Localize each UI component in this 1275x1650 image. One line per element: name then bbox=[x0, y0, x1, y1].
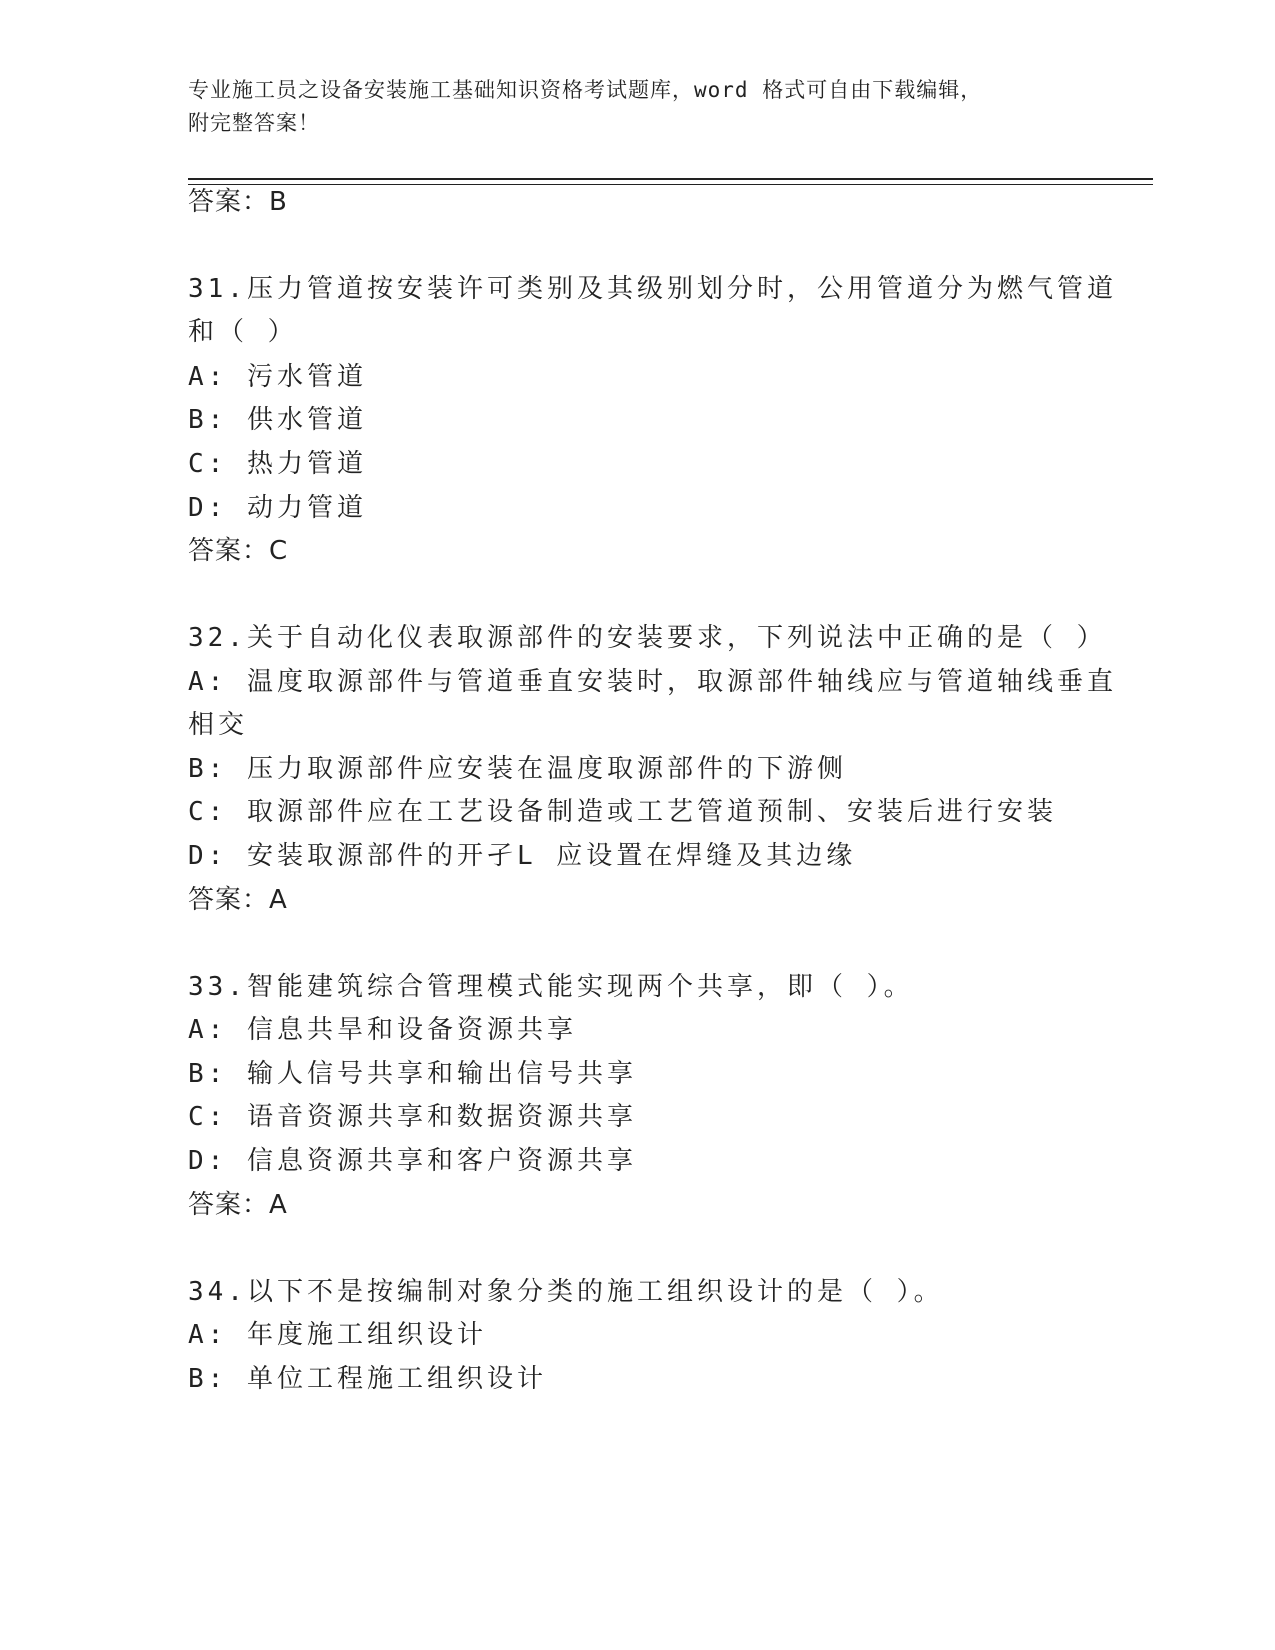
question-32-option-a-line-2: 相交 bbox=[188, 710, 249, 740]
question-34-option-a: A: 年度施工组织设计 bbox=[188, 1320, 487, 1350]
question-31-option-d: D: 动力管道 bbox=[188, 493, 367, 523]
question-31-stem-line-2: 和（ ） bbox=[188, 317, 298, 347]
document-header bbox=[188, 74, 1068, 140]
question-33-option-b: B: 输人信号共享和输出信号共享 bbox=[188, 1059, 637, 1089]
question-32-option-a: A: 温度取源部件与管道垂直安装时，取源部件轴线应与管道轴线垂直 bbox=[188, 667, 1117, 697]
header-divider-thick bbox=[188, 178, 1153, 180]
question-33-option-a: A: 信息共旱和设备资源共享 bbox=[188, 1015, 577, 1045]
question-31-option-b: B: 供水管道 bbox=[188, 405, 367, 435]
header-title-line-1: 专业施工员之设备安装施工基础知识资格考试题库，word 格式可自由下载编辑， bbox=[188, 78, 983, 102]
question-31-stem-line-1: 31.压力管道按安装许可类别及其级别划分时，公用管道分为燃气管道 bbox=[188, 274, 1117, 304]
question-31-option-c: C: 热力管道 bbox=[188, 449, 367, 479]
question-32-option-d: D: 安装取源部件的开孑L 应设置在焊缝及其边缘 bbox=[188, 841, 857, 871]
question-32-stem-line-1: 32.关于自动化仪表取源部件的安装要求，下列说法中正确的是（ ） bbox=[188, 623, 1107, 653]
question-31-answer: 答案：C bbox=[188, 536, 289, 566]
question-33-stem-line-1: 33.智能建筑综合管理模式能实现两个共享，即（ ）。 bbox=[188, 972, 914, 1002]
question-33-option-d: D: 信息资源共享和客户资源共享 bbox=[188, 1146, 637, 1176]
question-34-option-b: B: 单位工程施工组织设计 bbox=[188, 1364, 547, 1394]
question-32-option-c: C: 取源部件应在工艺设备制造或工艺管道预制、安装后进行安装 bbox=[188, 797, 1057, 827]
question-31-option-a: A: 污水管道 bbox=[188, 362, 367, 392]
question-33-option-c: C: 语音资源共享和数据资源共享 bbox=[188, 1102, 637, 1132]
question-32-option-b: B: 压力取源部件应安装在温度取源部件的下游侧 bbox=[188, 754, 847, 784]
header-divider-thin bbox=[188, 184, 1153, 185]
question-32-answer: 答案：A bbox=[188, 885, 288, 915]
question-34-stem-line-1: 34.以下不是按编制对象分类的施工组织设计的是（ ）。 bbox=[188, 1277, 944, 1307]
header-title-line-2: 附完整答案！ bbox=[188, 111, 320, 135]
previous-answer: 答案：B bbox=[188, 187, 288, 217]
question-33-answer: 答案：A bbox=[188, 1190, 288, 1220]
